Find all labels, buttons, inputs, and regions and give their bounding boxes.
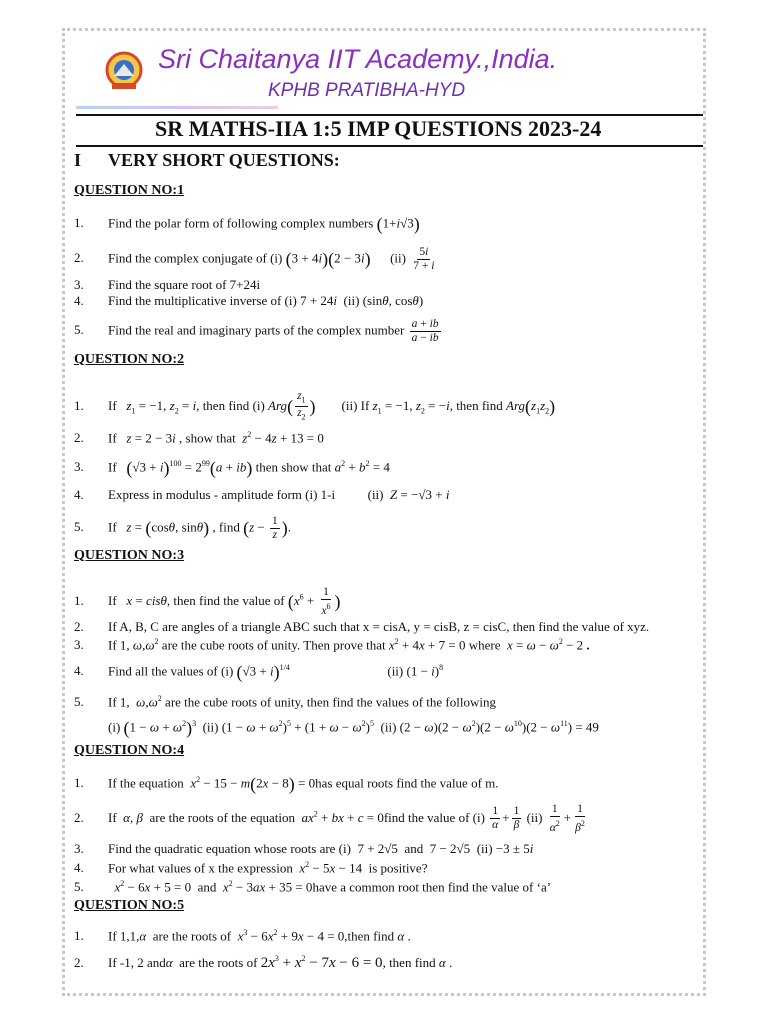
q5-item-2: 2. If -1, 2 andα are the roots of $2x^3 + x^2 - 7x - 6 = 0$, then find α .	[74, 954, 453, 971]
q2-item-3: 3. If $(√3 + i)^{100} = 2^{99}(a + ib)$ then show that $a^2 + b^2 = 4$	[74, 458, 390, 478]
academy-logo-icon	[104, 50, 144, 92]
question-heading-3: QUESTION NO:3	[74, 548, 185, 563]
q4-item-3: 3. Find the quadratic equation whose roots are (i) 7 + 2√5 and 7 − 2√5 (ii) −3 ± 5i	[74, 841, 534, 856]
q3-item-5: 5. If 1, $\omega,\omega^2$ are the cube roots of unity, then find the values of the following	[74, 694, 496, 710]
q3-item-2: 2. If A, B, C are angles of a triangle ABC such that x = cisA, y = cisB, z = cisC, then find the value of xyz.	[74, 619, 650, 634]
q4-item-4: 4. For what values of x the expression $x^2 - 5x - 14$ is positive?	[74, 860, 428, 876]
q1-item-5: 5. Find the real and imaginary parts of the complex number $\frac{a + ib}{a - ib}$	[74, 318, 439, 344]
q4-item-2: 2. If α, β are the roots of the equation $ax^2$ + bx + c = 0find the value of (i) $\frac{1}{\alpha}$ + $\frac{1}{\beta}$ (ii) $\frac{1}{\alpha^2}$ + $\frac{1}{\beta^2}$	[74, 803, 585, 834]
q3-item-3: 3. If 1, $\omega,\omega^2$ are the cube roots of unity. Then prove that $x^2 + 4x + 7 = 0$ where $x = \omega - \omega^2 - 2$ .	[74, 637, 590, 653]
q5-item-1: 1. If 1,1,α are the roots of $x^3 - 6x^2 + 9x - 4$ = 0,then find α .	[74, 928, 411, 944]
page-title: SR MATHS-IIA 1:5 IMP QUESTIONS 2023-24	[155, 116, 602, 141]
branch-name: KPHB PRATIBHA-HYD	[268, 80, 466, 101]
q2-item-2: 2. If z = 2 − 3i , show that $z^2 - 4z + 13 = 0$	[74, 430, 324, 446]
q2-item-1: 1. If $z_1 = -1$, $z_2 = i$, then find (i) Arg( $\frac{z_1}{z_2}$ ) (ii) If $z_1 = -1$, $z_2 = -i$, then find $Arg(z_1z_2)$	[74, 390, 556, 422]
question-heading-1: QUESTION NO:1	[74, 183, 185, 198]
q2-item-5: 5. If z = (cosθ, sinθ) , find (z − $\frac{1}{z}$ ).	[74, 515, 291, 541]
q3-item-4: 4. Find all the values of (i) $(√3 + i)^{1/4}$ (ii) $(1 - i)^8$	[74, 662, 444, 682]
question-heading-4: QUESTION NO:4	[74, 743, 185, 758]
decorative-line	[76, 106, 278, 109]
section-heading: I VERY SHORT QUESTIONS:	[74, 150, 340, 170]
q1-item-4: 4. Find the multiplicative inverse of (i) 7 + 24i (ii) (sinθ, cosθ)	[74, 293, 424, 308]
q1-item-2: 2. Find the complex conjugate of (i) (3 + 4i)(2 − 3i) (ii) $\frac{5i}{7 + i}$	[74, 246, 435, 272]
title-rule	[76, 145, 703, 147]
q1-item-3: 3. Find the square root of 7+24i	[74, 277, 261, 292]
q4-item-5: 5. $x^2 - 6x + 5 = 0$ and $x^2 - 3ax + 35$ = 0have a common root then find the value of ‘a’	[74, 879, 552, 895]
q3-item-1: 1. If x = cisθ, then find the value of ($x^6$ + $\frac{1}{x^6}$ )	[74, 586, 341, 617]
q4-item-1: 1. If the equation $x^2 - 15 - m(2x - 8) = 0has$ equal roots find the value of m.	[74, 774, 499, 794]
question-heading-2: QUESTION NO:2	[74, 352, 185, 367]
q3-item-5-parts: (i) $(1 - \omega + \omega^2)^3$ (ii) $(1 - \omega + \omega^2)^5 + (1 + \omega - \omega^2)^5$ (ii) $(2 - \omega)(2 - \omega^2)(2 - \omega^{10})(2 - \omega^{11}) = 49$	[108, 718, 599, 738]
q1-item-1: 1. Find the polar form of following complex numbers (1+i√3)	[74, 214, 420, 234]
q2-item-4: 4. Express in modulus - amplitude form (i) 1-i (ii) Z = −√3 + i	[74, 487, 450, 502]
institute-name: Sri Chaitanya IIT Academy.,India.	[158, 44, 558, 74]
question-heading-5: QUESTION NO:5	[74, 898, 185, 913]
